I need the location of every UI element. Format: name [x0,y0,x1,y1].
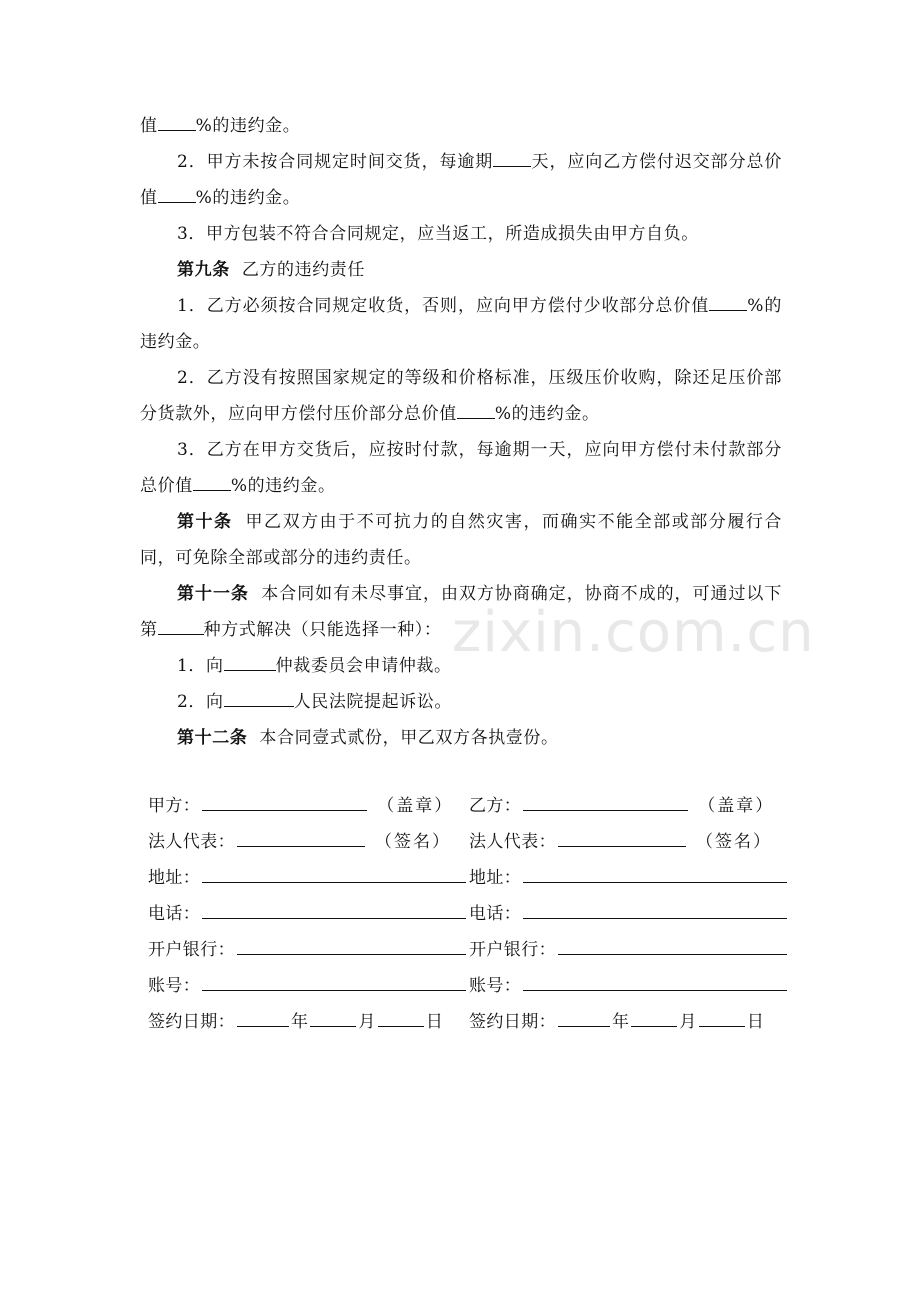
text: 仲裁委员会申请仲裁。 [275,656,452,676]
option-arbitration [140,648,782,684]
text: 3．乙方在甲方交货后，应按时付款，每逾期一天，应向甲方偿付未付款部分总价值 [140,440,782,496]
blank-field [493,165,531,167]
blank-field [193,489,231,491]
signature-line [523,864,787,883]
signature-line [237,1008,289,1027]
text: 1．乙方必须按合同规定收货，否则，应向甲方偿付少收部分总价值 [177,296,710,316]
account-row [148,960,468,996]
penalty-clause-continued [140,108,782,144]
clause-packaging: 3．甲方包装不符合合同规定，应当返工，所造成损失由甲方自负。 [177,224,699,244]
label: 签约日期： [469,1012,556,1032]
label: 日 [746,1012,765,1032]
label: 日 [425,1012,444,1032]
signature-line [523,972,787,991]
signature-line [237,828,365,847]
signature-line [202,864,466,883]
blank-field [457,417,495,419]
signature-line [202,972,466,991]
article-text: 甲乙双方由于不可抗力的自然灾害，而确实不能全部或部分履行合同，可免除全部或部分的违约责任。 [140,512,782,568]
sign-note: （签名） [696,832,772,852]
article-11 [140,576,782,648]
article-12 [140,720,782,756]
signature-line [523,792,688,811]
watermark: zixin.com.cn [452,600,815,665]
article-text: 种方式解决（只能选择一种）： [203,620,442,640]
blank-field [709,309,747,311]
signature-line [202,900,466,919]
article-title: 第十二条 [177,728,248,748]
option-litigation [140,684,782,720]
article-10 [140,504,782,576]
rep-row [469,816,789,852]
phone-row [469,888,789,924]
blank-field [158,129,196,131]
label: 年 [612,1012,630,1032]
article-text: 本合同壹式贰份，甲乙双方各执壹份。 [259,728,559,748]
label: 账号： [148,976,201,996]
text: 2．向 [177,692,224,712]
signature-line [310,1008,356,1027]
text: 2．乙方没有按照国家规定的等级和价格标准，压级压价收购，除还足压价部分货款外，应向甲方偿付压价部分总价值 [140,368,782,424]
phone-row [148,888,468,924]
signature-line [523,900,787,919]
label: 电话： [469,904,522,924]
text: 人民法院提起诉讼。 [293,692,453,712]
label: 年 [291,1012,309,1032]
signature-block-party-a [148,780,468,1032]
blank-field [224,669,276,671]
sign-note: （签名） [375,832,451,852]
article-title: 第九条 [177,260,230,280]
article-9-heading [140,252,782,288]
signature-line [558,828,686,847]
label: 地址： [469,868,522,888]
blank-field [224,705,294,707]
seal-note: （盖章） [698,796,775,816]
account-row [469,960,789,996]
text: 1．向 [177,656,224,676]
signature-line [237,936,466,955]
label: 法人代表： [148,832,235,852]
text: %的违约金。 [494,404,600,424]
text: 天，应向乙方偿付迟交部分总价值 [140,152,782,208]
article-text: 乙方的违约责任 [241,260,366,280]
text: 2．甲方未按合同规定时间交货，每逾期 [177,152,494,172]
label: 电话： [148,904,201,924]
signature-line [378,1008,424,1027]
date-row [148,996,468,1032]
text: %的违约金。 [230,476,336,496]
text: %的违约金。 [140,296,782,352]
article-title: 第十一条 [177,584,249,604]
article-text: 本合同如有未尽事宜，由双方协商确定，协商不成的，可通过以下第 [140,584,782,640]
party-row [469,780,789,816]
signature-line [631,1008,677,1027]
blank-field [158,633,204,635]
signature-line [558,936,787,955]
bank-row [469,924,789,960]
text: 值 [140,116,158,136]
signature-line [202,792,367,811]
label: 签约日期： [148,1012,235,1032]
seal-note: （盖章） [377,796,454,816]
rep-row [148,816,468,852]
signature-block-party-b [469,780,789,1032]
label: 开户银行： [469,940,556,960]
text: %的违约金。 [195,188,301,208]
clause-receipt [140,288,782,360]
signature-line [558,1008,610,1027]
bank-row [148,924,468,960]
label: 月 [679,1012,697,1032]
text: %的违约金。 [195,116,301,136]
date-row [469,996,789,1032]
clause-price-grading [140,360,782,432]
address-row [148,852,468,888]
clause-late-delivery [140,144,782,216]
label: 账号： [469,976,522,996]
label: 月 [358,1012,376,1032]
article-title: 第十条 [177,512,233,532]
clause-payment [140,432,782,504]
label: 甲方： [148,796,201,816]
party-row [148,780,468,816]
blank-field [158,201,196,203]
contract-body [140,108,782,756]
address-row [469,852,789,888]
label: 开户银行： [148,940,235,960]
label: 法人代表： [469,832,556,852]
signature-line [699,1008,745,1027]
label: 乙方： [469,796,522,816]
label: 地址： [148,868,201,888]
